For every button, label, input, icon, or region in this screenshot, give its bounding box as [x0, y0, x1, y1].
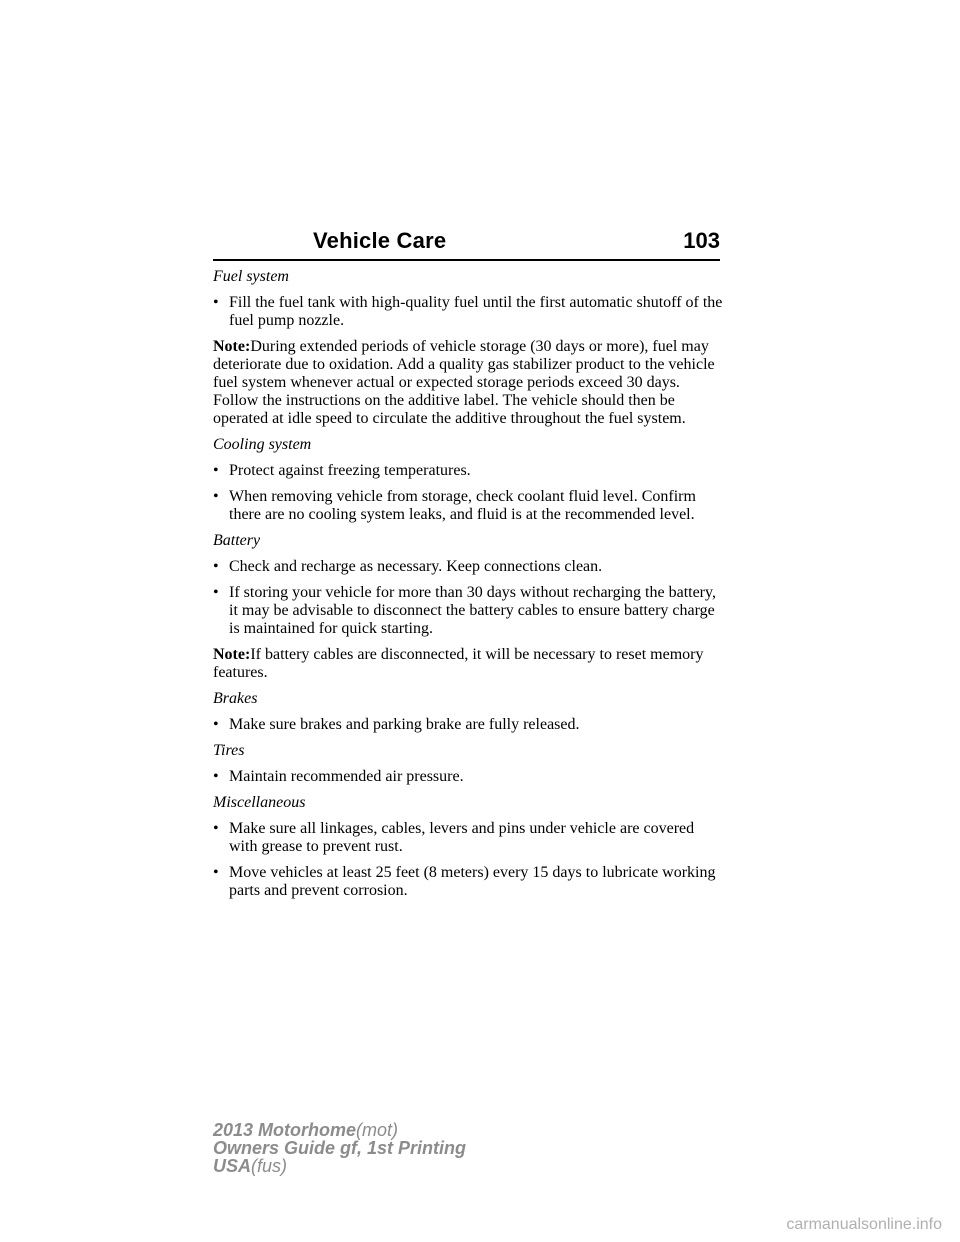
- header-rule: [213, 259, 720, 261]
- list-item: [213, 462, 723, 480]
- list-item-text: When removing vehicle from storage, check coolant fluid level. Confirm there are no cooling system leaks, and fluid is at the recommended level.: [229, 488, 696, 523]
- note-text: If battery cables are disconnected, it will be necessary to reset memory features.: [213, 646, 704, 681]
- list-item-text: If storing your vehicle for more than 30 days without recharging the battery, it may be advisable to disconnect the battery cables to ensure battery charge is maintained for quick starting.: [229, 584, 716, 637]
- section-tires: [213, 742, 723, 786]
- section-brakes: [213, 690, 723, 734]
- footer-model: 2013 Motorhome: [213, 1120, 357, 1140]
- list-item: [213, 558, 723, 576]
- section-battery: [213, 532, 723, 682]
- list-item: [213, 488, 723, 524]
- bullet-icon: •: [213, 488, 219, 505]
- list-item: [213, 584, 723, 638]
- list-item: [213, 768, 723, 786]
- bullet-icon: •: [213, 820, 219, 837]
- list-item-text: Make sure brakes and parking brake are fully released.: [229, 716, 580, 733]
- footer-line: [213, 1157, 466, 1175]
- section-heading: Cooling system: [213, 436, 312, 453]
- section-fuel-system: [213, 268, 723, 428]
- page-header: [213, 228, 720, 262]
- section-miscellaneous: [213, 794, 723, 900]
- bullet-icon: •: [213, 768, 219, 785]
- note: [213, 646, 723, 682]
- bullet-icon: •: [213, 716, 219, 733]
- list-item: [213, 820, 723, 856]
- bullet-icon: •: [213, 294, 219, 311]
- list-item-text: Maintain recommended air pressure.: [229, 768, 464, 785]
- bullet-icon: •: [213, 864, 219, 881]
- section-heading: Battery: [213, 532, 261, 549]
- section-title: Vehicle Care: [313, 228, 447, 253]
- list-item-text: Move vehicles at least 25 feet (8 meters) every 15 days to lubricate working parts and prevent corrosion.: [229, 864, 716, 899]
- list-item-text: Make sure all linkages, cables, levers and pins under vehicle are covered with grease to prevent rust.: [229, 820, 695, 855]
- footer-line: [213, 1139, 466, 1157]
- section-heading: Miscellaneous: [213, 794, 306, 811]
- bullet-icon: •: [213, 584, 219, 601]
- page-number: 103: [683, 228, 720, 253]
- bullet-icon: •: [213, 462, 219, 479]
- list-item: [213, 294, 723, 330]
- note-text: During extended periods of vehicle storage (30 days or more), fuel may deteriorate due to oxidation. Add a quality gas stabilizer product to the vehicle fuel system whenever actual or expected storage periods exceed 30 days. Follow the instructions on the additive label. The vehicle should then be operated at idle speed to circulate the additive throughout the fuel system.: [213, 338, 715, 427]
- section-heading: Brakes: [213, 690, 258, 707]
- page-footer: [213, 1121, 466, 1175]
- section-heading: Fuel system: [213, 268, 289, 285]
- watermark: carmanualsonline.info: [786, 1216, 942, 1233]
- list-item-text: Check and recharge as necessary. Keep connections clean.: [229, 558, 603, 575]
- footer-printing: Owners Guide gf, 1st Printing: [213, 1138, 467, 1158]
- list-item-text: Fill the fuel tank with high-quality fuel until the first automatic shutoff of the fuel pump nozzle.: [229, 294, 723, 329]
- footer-line: [213, 1121, 466, 1139]
- page-body: [213, 268, 723, 908]
- section-heading: Tires: [213, 742, 245, 759]
- note-label: Note:: [213, 338, 251, 355]
- list-item: [213, 716, 723, 734]
- bullet-icon: •: [213, 558, 219, 575]
- list-item-text: Protect against freezing temperatures.: [229, 462, 471, 479]
- footer-market: USA: [213, 1156, 252, 1176]
- note: [213, 338, 723, 428]
- note-label: Note:: [213, 646, 251, 663]
- footer-model-code: (mot): [356, 1120, 399, 1140]
- list-item: [213, 864, 723, 900]
- footer-market-code: (fus): [251, 1156, 288, 1176]
- section-cooling-system: [213, 436, 723, 524]
